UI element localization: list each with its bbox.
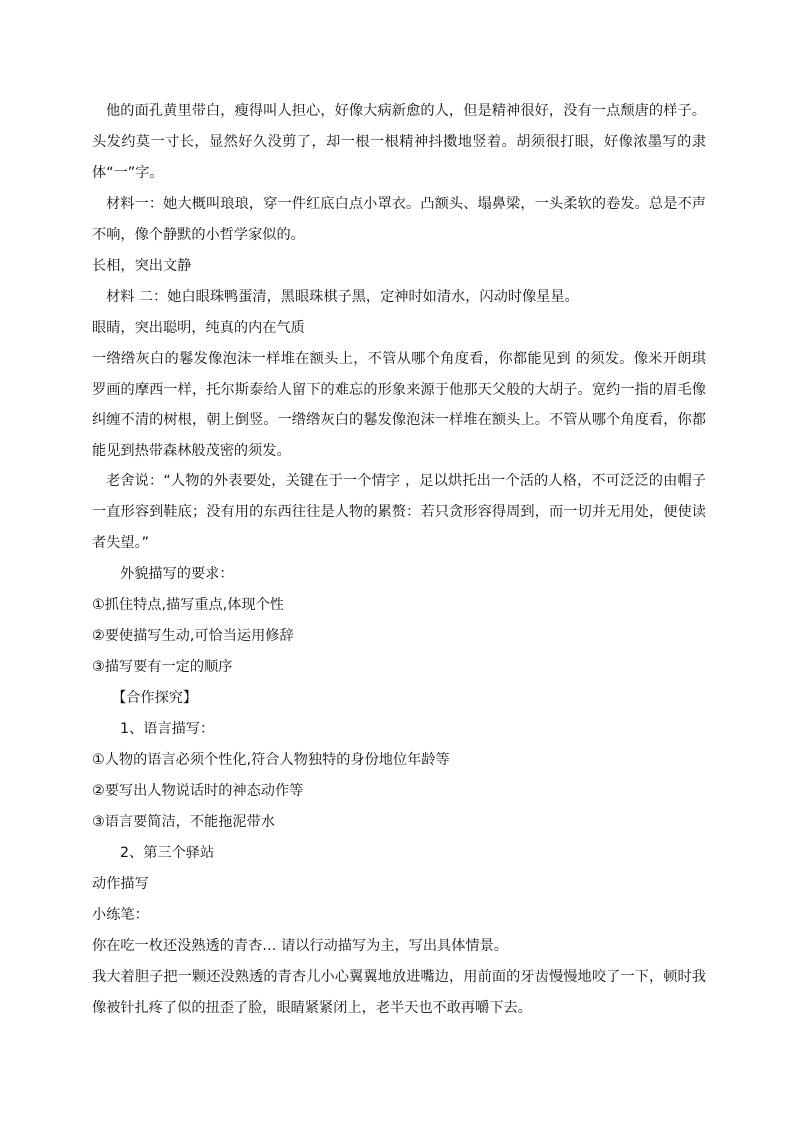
paragraph-material-two: 材料 二：她白眼珠鸭蛋清，黑眼珠棋子黑，定神时如清水，闪动时像星星。	[106, 289, 579, 305]
heading-small-exercise: 小练笔：	[92, 907, 149, 923]
list-item-requirement-3: ③描写要有一定的顺序	[92, 659, 233, 675]
paragraph-laoshe-quote: 老舍说：“人物的外表要处，关键在于一个情字 ，足以烘托出一个活的人格，不可泛泛的由帽子一直形容到鞋底；没有用的东西往往是人物的累赘：若只贪形容得周到，而一切并无用处，便使读者失望。”	[92, 473, 706, 551]
paragraph-exercise-prompt: 你在吃一枚还没熟透的青杏… 请以行动描写为主，写出具体情景。	[92, 938, 508, 954]
heading-language-description: 1、语言描写：	[120, 721, 215, 737]
list-item-requirement-2: ②要使描写生动,可恰当运用修辞	[92, 628, 294, 644]
paragraph-appearance-note: 长相，突出文静	[92, 258, 192, 274]
document-body	[92, 96, 706, 1024]
heading-cooperative-inquiry: 【合作探究】	[112, 690, 198, 706]
paragraph-material-one: 材料一：她大概叫琅琅，穿一件红底白点小罩衣。凸额头、塌鼻梁，一头柔软的卷发。总是不声不响，像个静默的小哲学家似的。	[92, 196, 706, 243]
list-item-language-2: ②要写出人物说话时的神态动作等	[92, 783, 304, 799]
paragraph-eyes-note: 眼睛，突出聪明，纯真的内在气质	[92, 320, 305, 336]
list-item-requirement-1: ①抓住特点,描写重点,体现个性	[92, 597, 284, 613]
paragraph-tolstoy-description: 一绺绺灰白的鬈发像泡沫一样堆在额头上，不管从哪个角度看，你都能见到 的须发。像米开朗琪罗画的摩西一样，托尔斯泰给人留下的难忘的形象来源于他那天父般的大胡子。宽约一指的眉毛像纠缠不清的树根，朝上倒竖。一绺绺灰白的鬈发像泡沫一样堆在额头上。不管从哪个角度看，你都能见到热带森林般茂密的须发。	[92, 351, 706, 459]
heading-appearance-requirements: 外貌描写的要求：	[120, 566, 234, 582]
list-item-language-1: ①人物的语言必须个性化,符合人物独特的身份地位年龄等	[92, 752, 450, 768]
list-item-language-3: ③语言要简洁，不能拖泥带水	[92, 814, 275, 830]
heading-action-description: 动作描写	[92, 876, 149, 892]
paragraph-portrait-description: 他的面孔黄里带白，瘦得叫人担心，好像大病新愈的人，但是精神很好，没有一点颓唐的样子。头发约莫一寸长，显然好久没剪了，却一根一根精神抖擞地竖着。胡须很打眼，好像浓墨写的隶体“一”字。	[92, 103, 706, 181]
heading-third-station: 2、第三个驿站	[120, 845, 215, 861]
paragraph-exercise-answer: 我大着胆子把一颗还没熟透的青杏儿小心翼翼地放进嘴边，用前面的牙齿慢慢地咬了一下，顿时我像被针扎疼了似的扭歪了脸，眼睛紧紧闭上，老半天也不敢再嚼下去。	[92, 969, 706, 1016]
